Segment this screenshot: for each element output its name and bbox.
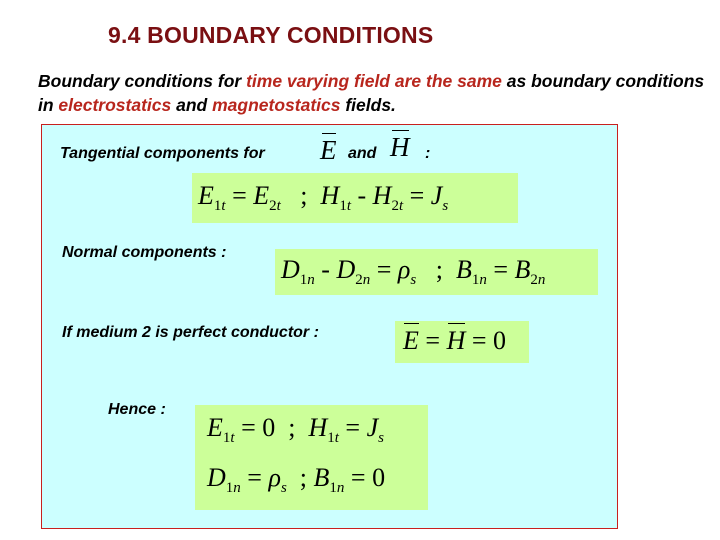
and-text: and bbox=[348, 145, 377, 162]
tangential-label: Tangential components for bbox=[60, 145, 265, 162]
e-vector-symbol: E bbox=[320, 135, 337, 165]
intro-paragraph bbox=[38, 69, 713, 117]
page-title: 9.4 BOUNDARY CONDITIONS bbox=[108, 22, 434, 48]
intro-highlight-1: time varying field are the same bbox=[246, 71, 502, 91]
intro-text-2: as boundary conditions in bbox=[38, 71, 705, 115]
intro-text-3: and bbox=[171, 95, 213, 115]
tangential-colon: : bbox=[425, 145, 431, 162]
normal-equation-box bbox=[275, 249, 598, 295]
conductor-label: If medium 2 is perfect conductor : bbox=[62, 324, 319, 341]
intro-highlight-3: magnetostatics bbox=[212, 95, 341, 115]
tangential-equation: $E_{1t} = E_{2t}$ ; $H_{1t} - H_{2t} = J_s$ bbox=[198, 181, 449, 214]
intro-text-4: fields. bbox=[340, 95, 396, 115]
intro-text-1: Boundary conditions for bbox=[38, 71, 247, 91]
tangential-equation-box bbox=[192, 173, 518, 223]
h-vector-symbol: H bbox=[390, 132, 410, 162]
hence-equation-line2: $D_{1n} = \rho_s$ ; $B_{1n} = 0$ bbox=[207, 463, 386, 496]
normal-label: Normal components : bbox=[62, 244, 227, 261]
conductor-equation: E = H = 0 bbox=[403, 326, 507, 355]
normal-equation: $D_{1n} - D_{2n} = \rho_s$ ; $B_{1n} = B_{2n}$ bbox=[281, 255, 546, 288]
hence-label: Hence : bbox=[108, 401, 166, 418]
conductor-equation-box bbox=[395, 321, 529, 363]
hence-equation-line1: $E_{1t} = 0$ ; $H_{1t} = J_s$ bbox=[207, 413, 384, 446]
intro-highlight-2: electrostatics bbox=[58, 95, 172, 115]
hence-equation-box bbox=[195, 405, 428, 510]
